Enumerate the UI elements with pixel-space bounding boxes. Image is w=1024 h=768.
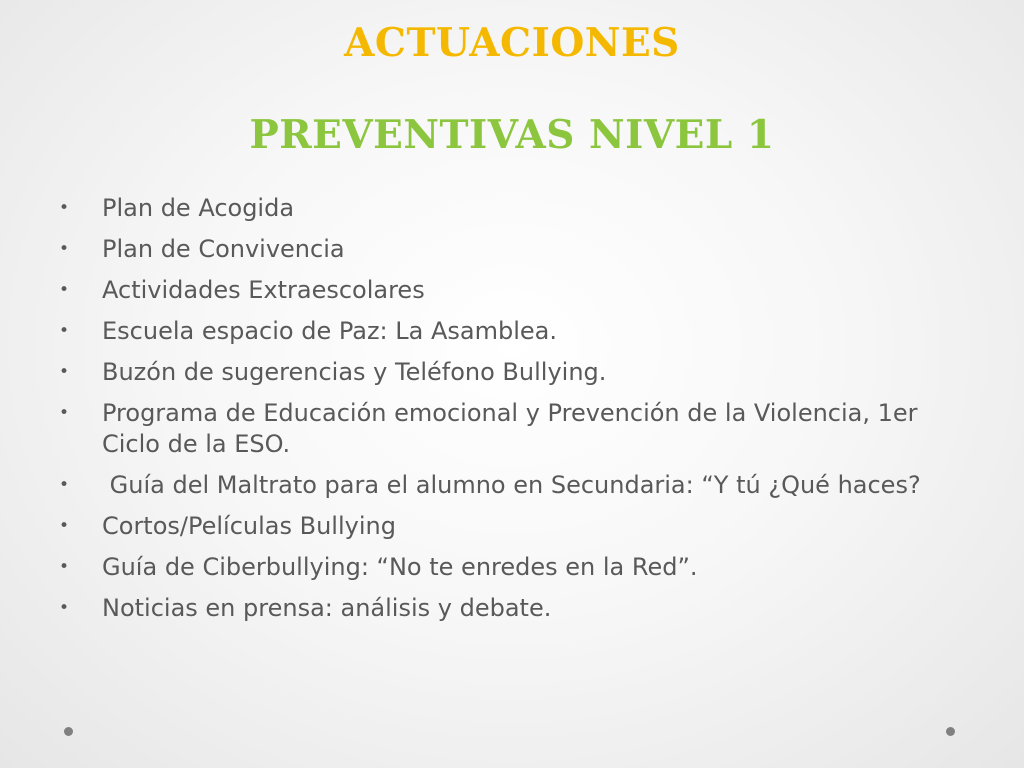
bullet-text: Guía de Ciberbullying: “No te enredes en la Red”.: [102, 553, 698, 581]
decorative-dot-left-icon: [64, 727, 73, 736]
bullet-dot-icon: •: [59, 557, 70, 577]
bullet-item: [56, 511, 956, 542]
bullet-text: Noticias en prensa: análisis y debate.: [102, 594, 552, 622]
bullet-dot-icon: •: [59, 403, 70, 423]
bullet-list: [56, 193, 956, 634]
bullet-item: [56, 593, 956, 624]
bullet-dot-icon: •: [59, 198, 70, 218]
bullet-text: Plan de Acogida: [102, 194, 295, 222]
bullet-dot-icon: •: [59, 516, 70, 536]
bullet-text: Actividades Extraescolares: [102, 276, 425, 304]
bullet-item: [56, 316, 956, 347]
bullet-item: [56, 275, 956, 306]
bullet-text: Plan de Convivencia: [102, 235, 345, 263]
bullet-item: [56, 552, 956, 583]
bullet-text: Cortos/Películas Bullying: [102, 512, 396, 540]
bullet-item: [56, 470, 956, 501]
bullet-dot-icon: •: [59, 475, 70, 495]
bullet-item: [56, 193, 956, 224]
slide-title-line-1: ACTUACIONES: [344, 20, 680, 66]
bullet-item: [56, 357, 956, 388]
slide-title-line-2: PREVENTIVAS NIVEL 1: [249, 112, 775, 158]
bullet-item: [56, 234, 956, 265]
bullet-text: Guía del Maltrato para el alumno en Secundaria: “Y tú ¿Qué haces?: [102, 471, 921, 499]
bullet-dot-icon: •: [59, 362, 70, 382]
bullet-text: Escuela espacio de Paz: La Asamblea.: [102, 317, 557, 345]
bullet-dot-icon: •: [59, 321, 70, 341]
bullet-item: [56, 398, 956, 460]
bullet-text: Buzón de sugerencias y Teléfono Bullying.: [102, 358, 607, 386]
decorative-dot-right-icon: [946, 727, 955, 736]
bullet-dot-icon: •: [59, 598, 70, 618]
bullet-dot-icon: •: [59, 280, 70, 300]
bullet-dot-icon: •: [59, 239, 70, 259]
bullet-text: Programa de Educación emocional y Prevención de la Violencia, 1er Ciclo de la ESO.: [102, 399, 918, 458]
